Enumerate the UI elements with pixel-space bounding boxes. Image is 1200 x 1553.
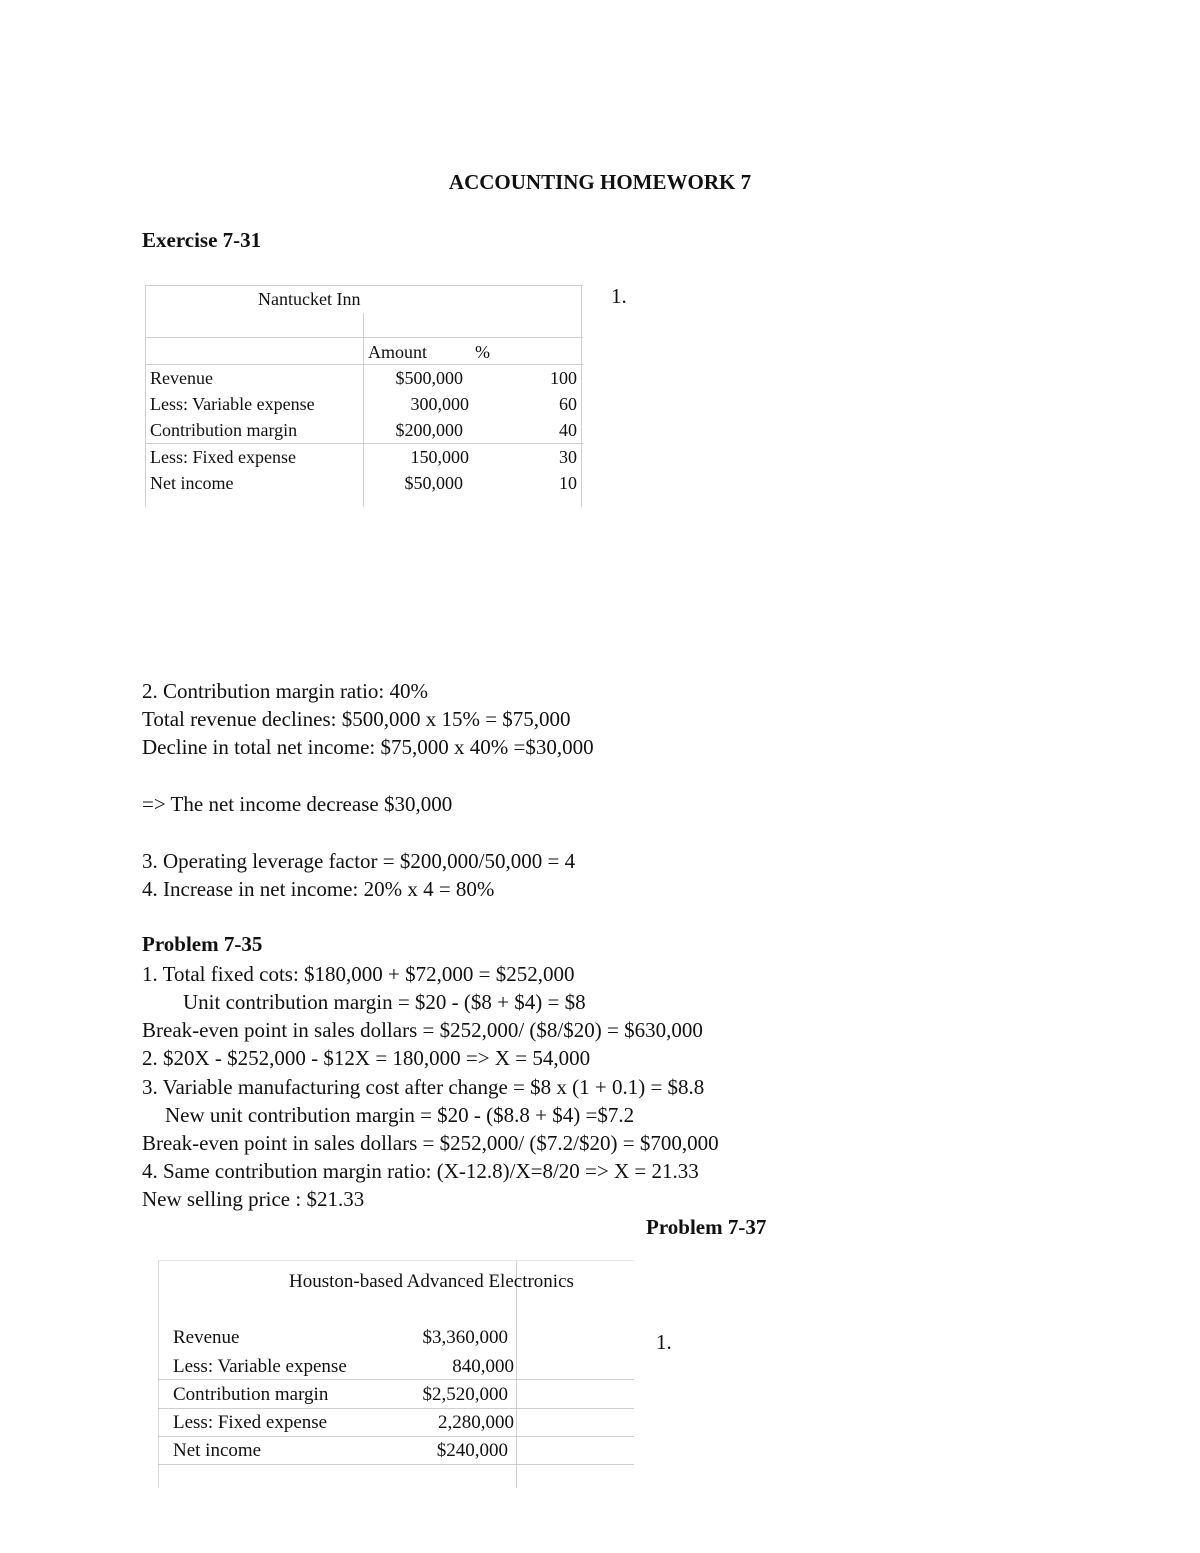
row-amount: 150,000 — [410, 447, 469, 467]
problem-line: 4. Same contribution margin ratio: (X-12.8)/X=8/20 => X = 21.33 — [142, 1159, 699, 1183]
row-amount: $500,000 — [395, 368, 463, 388]
row-label: Net income — [173, 1440, 262, 1461]
answer-line: Decline in total net income: $75,000 x 40% =$30,000 — [142, 735, 594, 759]
row-label: Less: Variable expense — [173, 1356, 347, 1377]
answer-line: 2. Contribution margin ratio: 40% — [142, 679, 429, 703]
row-label: Revenue — [173, 1327, 240, 1348]
problem-line: 3. Variable manufacturing cost after change = $8 x (1 + 0.1) = $8.8 — [142, 1075, 705, 1099]
problem-line: Break-even point in sales dollars = $252,000/ ($7.2/$20) = $700,000 — [142, 1131, 719, 1155]
answer-line: Total revenue declines: $500,000 x 15% = $75,000 — [142, 707, 571, 731]
row-label: Less: Fixed expense — [173, 1412, 328, 1433]
row-percent: 60 — [559, 394, 577, 414]
row-amount: $3,360,000 — [422, 1327, 508, 1348]
exercise-heading: Exercise 7-31 — [142, 228, 262, 252]
row-amount: 300,000 — [410, 394, 469, 414]
row-amount: $200,000 — [395, 420, 463, 440]
row-amount: $50,000 — [404, 473, 463, 493]
row-label: Less: Variable expense — [150, 394, 315, 414]
problem-line: New selling price : $21.33 — [142, 1187, 365, 1211]
row-label: Net income — [150, 473, 234, 493]
table-title: Nantucket Inn — [258, 289, 361, 309]
answer-line: 3. Operating leverage factor = $200,000/50,000 = 4 — [142, 849, 576, 873]
problem-line: Break-even point in sales dollars = $252,000/ ($8/$20) = $630,000 — [142, 1018, 703, 1042]
row-percent: 100 — [550, 368, 577, 388]
problem-line: 1. Total fixed cots: $180,000 + $72,000 = $252,000 — [142, 962, 575, 986]
answer-line: 4. Increase in net income: 20% x 4 = 80% — [142, 877, 495, 901]
problem-line: 2. $20X - $252,000 - $12X = 180,000 => X = 54,000 — [142, 1046, 591, 1070]
answer-marker: 1. — [656, 1330, 672, 1354]
row-label: Contribution margin — [173, 1384, 329, 1405]
problem-line: Unit contribution margin = $20 - ($8 + $4) = $8 — [183, 990, 586, 1014]
problem-35-heading: Problem 7-35 — [142, 932, 263, 956]
problem-37-heading: Problem 7-37 — [646, 1215, 767, 1239]
row-percent: 10 — [559, 473, 577, 493]
row-amount: 2,280,000 — [438, 1412, 514, 1433]
row-percent: 30 — [559, 447, 577, 467]
column-header-amount: Amount — [368, 342, 428, 362]
problem-line: New unit contribution margin = $20 - ($8.8 + $4) =$7.2 — [165, 1103, 635, 1127]
row-label: Less: Fixed expense — [150, 447, 296, 467]
houston-electronics-table — [158, 1258, 634, 1490]
table-title: Houston-based Advanced Electronics — [289, 1271, 574, 1292]
row-percent: 40 — [559, 420, 577, 440]
row-label: Contribution margin — [150, 420, 298, 440]
column-header-percent: % — [475, 342, 490, 362]
row-amount: $240,000 — [436, 1440, 508, 1461]
row-amount: 840,000 — [452, 1356, 514, 1377]
document-title: ACCOUNTING HOMEWORK 7 — [448, 170, 752, 194]
answer-marker: 1. — [611, 284, 627, 308]
row-label: Revenue — [150, 368, 213, 388]
nantucket-inn-table — [145, 285, 583, 507]
answer-line: => The net income decrease $30,000 — [142, 792, 453, 816]
row-amount: $2,520,000 — [422, 1384, 508, 1405]
